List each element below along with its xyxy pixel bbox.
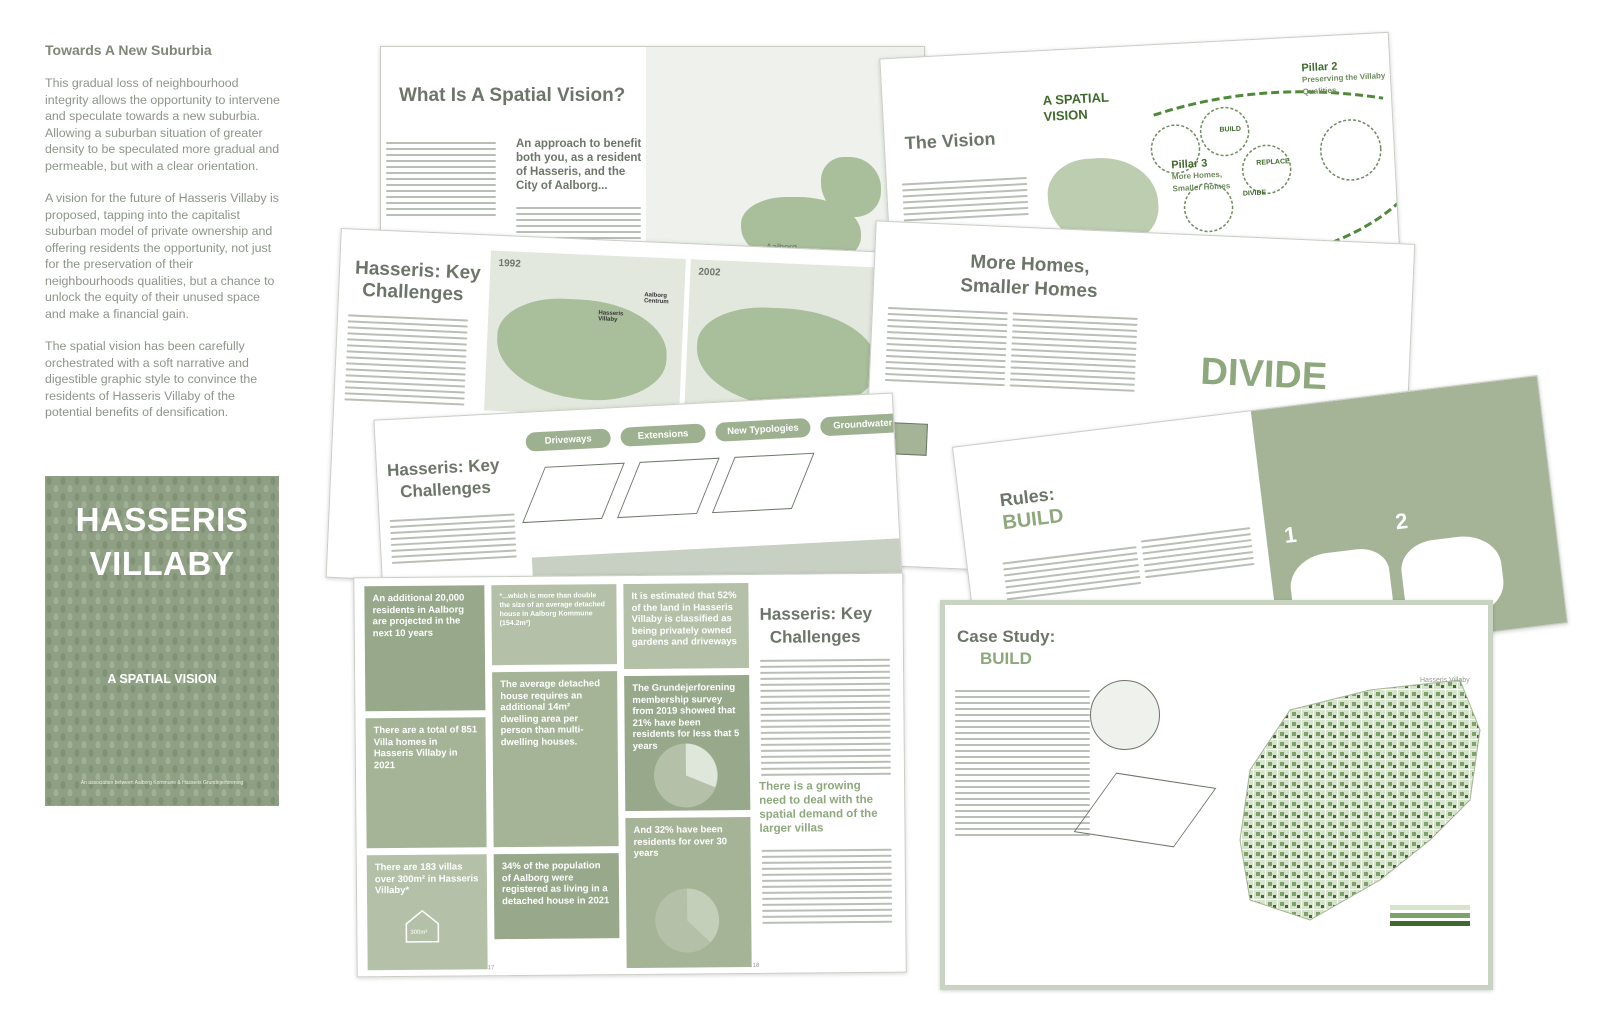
intro-title: Towards A New Suburbia [45, 42, 212, 58]
stat-detached-population: 34% of the population of Aalborg were registered as living in a detached house in 2021 [494, 853, 620, 939]
label-replace: REPLACE [1256, 158, 1290, 167]
growing-need: There is a growing need to deal with the spatial demand of the larger villas [759, 779, 878, 835]
pill-groundwater: Groundwater [820, 413, 903, 436]
page-number-18: 18 [752, 962, 760, 969]
house-300-label: 300m² [410, 929, 428, 936]
pill-driveways: Driveways [525, 428, 611, 451]
rules-subtitle: BUILD [1001, 504, 1065, 535]
pill-extensions: Extensions [620, 423, 706, 446]
case-title: Case Study: [957, 627, 1056, 646]
site-plan [1074, 773, 1217, 848]
spread-title: What Is A Spatial Vision? [399, 85, 626, 106]
case-subtitle: BUILD [980, 649, 1032, 668]
homes-title: More Homes, Smaller Homes [959, 251, 1098, 303]
stat-residents: An additional 20,000 residents in Aalborg are projected in the next 10 years [364, 585, 485, 711]
pie-chart-32 [652, 885, 723, 956]
spread-subhead: An approach to benefit both you, as a resident of Hasseris, and the City of Aalborg... [516, 138, 642, 192]
spread-statistics [353, 573, 906, 978]
cover-title: HASSERIS VILLABY [75, 501, 249, 582]
case-legend [1390, 905, 1470, 926]
cover-footer: An association between Aalborg Kommune & Hasseris Grundejerforening [80, 780, 244, 786]
pie-chart-21 [651, 740, 722, 811]
case-map-label: Hasseris Villaby [1420, 677, 1470, 684]
vision-title: The Vision [904, 128, 996, 154]
stat-double-size: *...which is more than double the size of an average detached house in Aalborg Kommune (154.2m²) [491, 584, 617, 665]
year-2002: 2002 [698, 266, 721, 279]
cover-subtitle: A SPATIAL VISION [107, 672, 217, 686]
stat-villa-homes: There are a total of 851 Villa homes in Hasseris Villaby in 2021 [365, 717, 486, 848]
stats-title: Hasseris: Key Challenges [759, 603, 873, 647]
year-1992: 1992 [498, 257, 521, 270]
rules-title: Rules: [998, 483, 1056, 511]
intro-paragraph-3: The spatial vision has been carefully orchestrated with a soft narrative and digestible graphic style to convince the residents of Hasseris Villaby of the potential benefits of densification. [45, 339, 258, 419]
step-1: 1 [1282, 521, 1298, 548]
intro-paragraph-2: A vision for the future of Hasseris Villaby is proposed, tapping into the capitalist suburban model of private ownership and offering residents the opportunity, not just for the preservation of their neighbourhoods qualities, but a chance to unlock the equity of their unused space and make a financial gain. [45, 191, 279, 321]
house-300-icon [402, 908, 442, 944]
label-build: BUILD [1219, 125, 1242, 134]
stat-long-residents: And 32% have been residents for over 30 years [625, 817, 751, 968]
pillar-2: Pillar 2 Preserving the Villaby Qualities [1301, 60, 1386, 97]
pillar-3: Pillar 3 More Homes, Smaller Homes [1171, 157, 1231, 194]
intro-column [45, 42, 280, 437]
divide-word: DIVIDE [1199, 350, 1328, 399]
stat-large-villas: There are 183 villas over 300m² in Hasseris Villaby* [367, 854, 488, 970]
step-2: 2 [1393, 507, 1410, 535]
stat-recent-residents: The Grundejerforening membership survey from 2019 showed that 21% have been residents for less that 5 years [624, 675, 750, 811]
spread-case-study [940, 600, 1493, 990]
pill-new-typologies: New Typologies [715, 418, 811, 442]
label-divide: DIVIDE [1242, 189, 1267, 198]
vision-tag: A SPATIAL VISION [1042, 89, 1110, 124]
stat-land-share: It is estimated that 52% of the land in Hasseris Villaby is classified as being privately owned gardens and driveways [623, 583, 749, 669]
stat-area-per-person: The average detached house requires an additional 14m² dwelling area per person than multi-dwelling houses. [492, 671, 619, 847]
map-label-centrum: Aalborg Centrum [643, 292, 669, 306]
zoom-circle [1090, 680, 1160, 750]
key-title: Hasseris: Key Challenges [354, 257, 482, 306]
booklet-cover [45, 476, 279, 806]
map-label-villaby: Hasseris Villaby [598, 310, 624, 324]
intro-paragraph-1: This gradual loss of neighbourhood integrity allows the opportunity to intervene and speculate towards a new suburbia. Allowing a suburban situation of greater density to be speculated more gradual and permeable, but with a clear orientation. [45, 76, 280, 173]
key2-title: Hasseris: Key Challenges [386, 455, 500, 502]
villaby-plot-map [1230, 670, 1490, 940]
page-number-17: 17 [487, 965, 495, 972]
